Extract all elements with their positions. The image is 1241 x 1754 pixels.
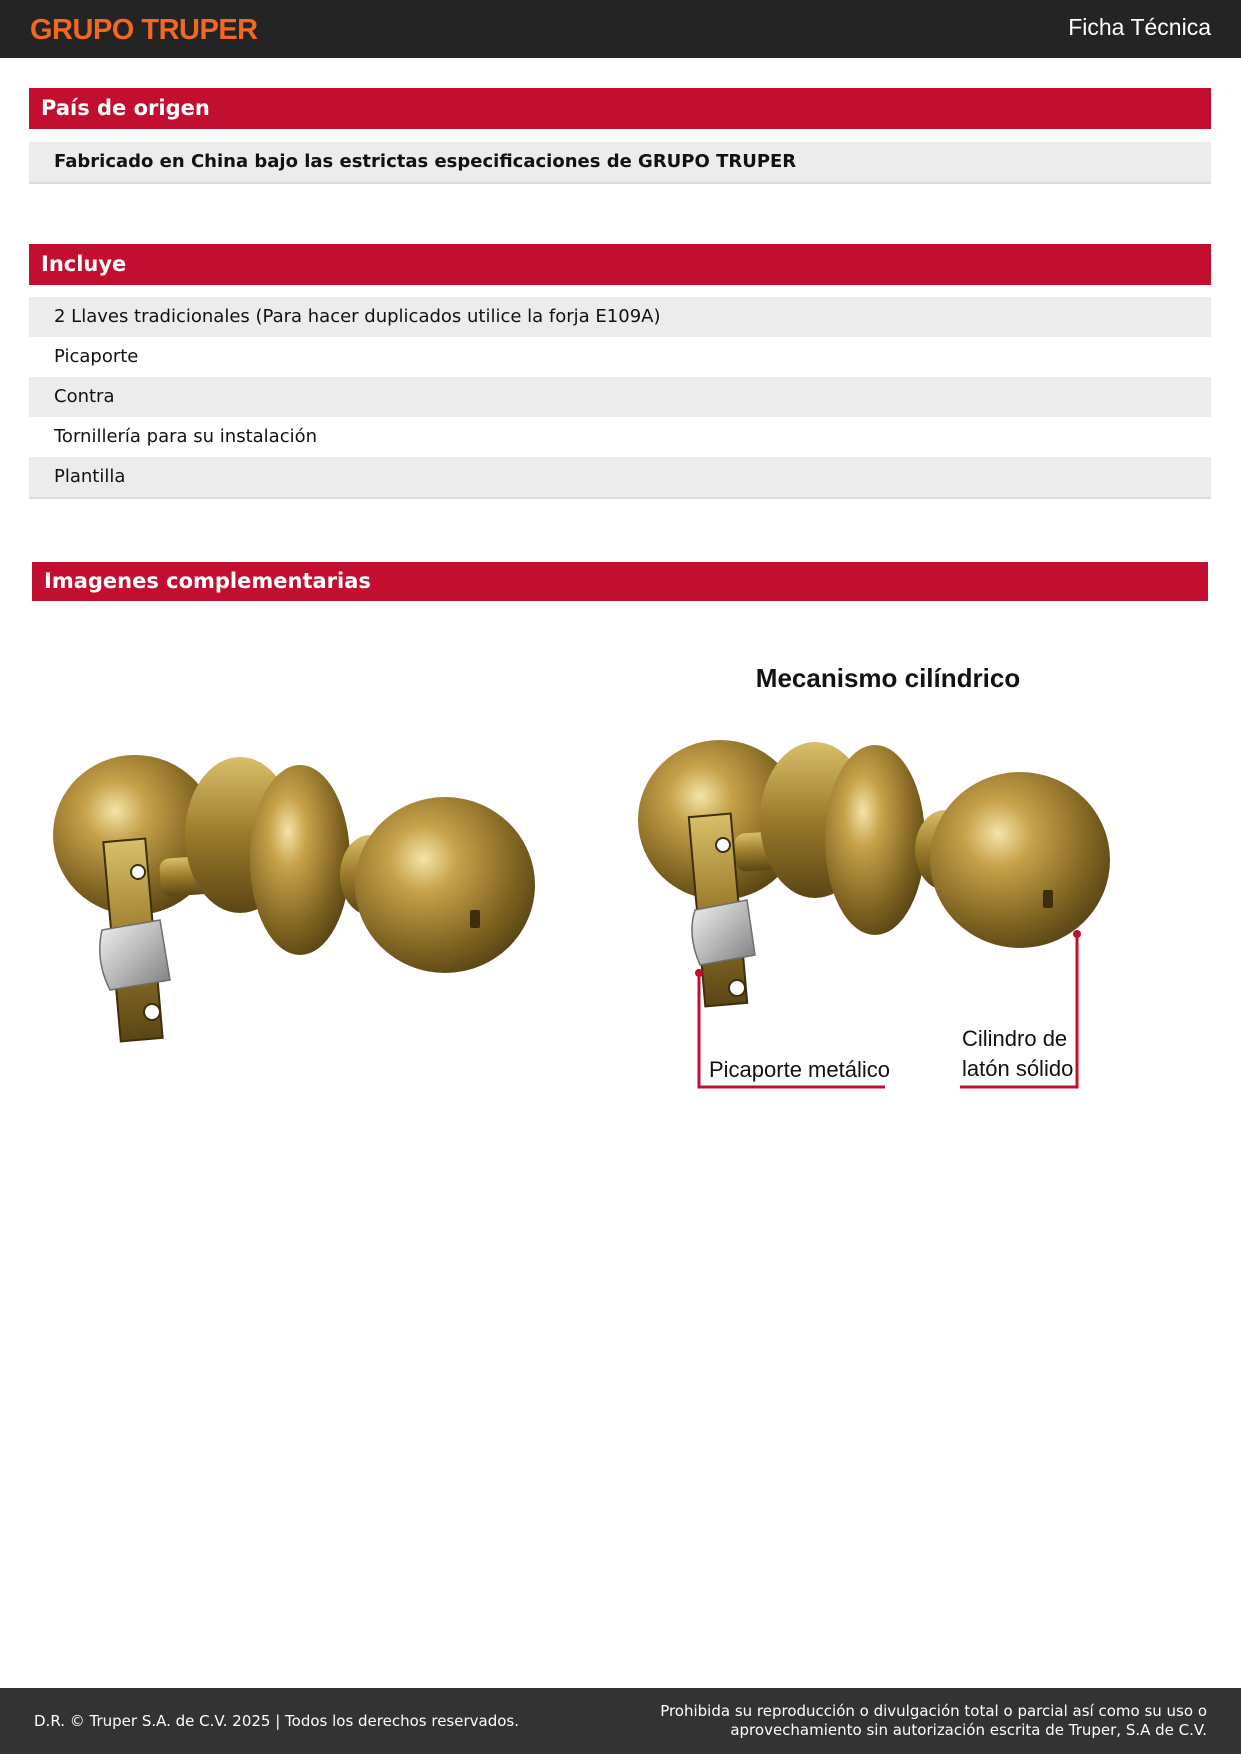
- list-item: Picaporte: [54, 346, 139, 367]
- figure-title: Mecanismo cilíndrico: [755, 663, 1021, 693]
- origin-text: Fabricado en China bajo las estrictas especificaciones de GRUPO TRUPER: [29, 142, 1211, 182]
- knob-lock-product-image: [40, 740, 560, 1070]
- brand-logo: GRUPO TRUPER: [30, 14, 258, 46]
- page-header: [0, 0, 1241, 58]
- section-includes-title: Incluye: [29, 244, 1211, 285]
- section-images-title: Imagenes complementarias: [32, 562, 1208, 601]
- callout-cylinder-line2: latón sólido: [962, 1056, 1074, 1081]
- legal-notice-line1: Prohibida su reproducción o divulgación total o parcial así como su uso o: [660, 1702, 1207, 1720]
- list-item: Contra: [29, 377, 1211, 417]
- list-item: Plantilla: [29, 457, 1211, 497]
- document-type: Ficha Técnica: [1068, 14, 1211, 40]
- copyright-text: D.R. © Truper S.A. de C.V. 2025 | Todos los derechos reservados.: [34, 1712, 519, 1730]
- callout-cylinder-line1: Cilindro de: [962, 1026, 1068, 1051]
- section-origin-title: País de origen: [29, 88, 1211, 129]
- legal-notice-line2: aprovechamiento sin autorización escrita de Truper, S.A de C.V.: [730, 1721, 1207, 1739]
- list-item: 2 Llaves tradicionales (Para hacer duplicados utilice la forja E109A): [29, 297, 1211, 337]
- page-footer: [0, 1688, 1241, 1754]
- divider: [29, 497, 1211, 499]
- legal-notice: [647, 1702, 1207, 1740]
- list-item: Tornillería para su instalación: [54, 426, 318, 447]
- divider: [29, 182, 1211, 184]
- callout-latch: Picaporte metálico: [709, 1057, 890, 1082]
